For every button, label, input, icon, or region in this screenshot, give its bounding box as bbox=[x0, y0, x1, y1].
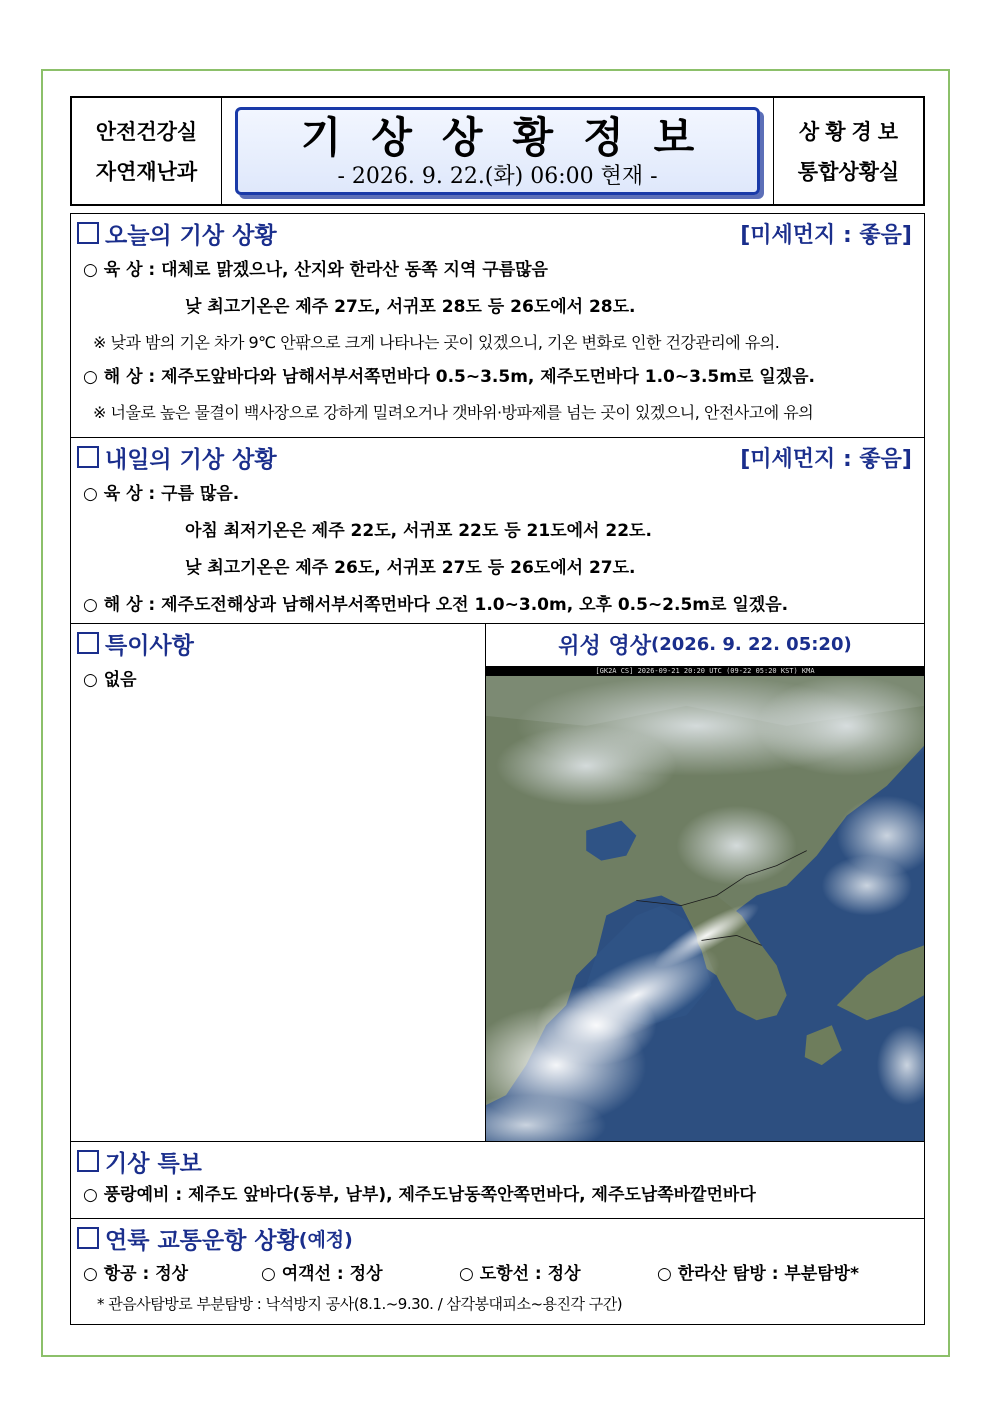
dept-left bbox=[72, 98, 222, 204]
checkbox-icon bbox=[77, 222, 99, 244]
warning-title bbox=[77, 1145, 202, 1178]
report-date: - 2026. 9. 22.(화) 06:00 현재 - bbox=[337, 164, 658, 189]
satellite-panel bbox=[486, 624, 924, 1141]
tomorrow-sea-line: ○ 해 상 : 제주도전해상과 남해서부서쪽먼바다 오전 1.0~3.0m, 오후 0.5~2.5m로 일겠음. bbox=[83, 595, 789, 615]
transport-status-row bbox=[71, 1257, 924, 1291]
satellite-time: (2026. 9. 22. 05:20) bbox=[650, 633, 852, 655]
today-sea-note: ※ 너울로 높은 물결이 백사장으로 강하게 밀려오거나 갯바위·방파제를 넘는 곳이 있겠으니, 안전사고에 유의 bbox=[93, 403, 814, 422]
transport-note: * 관음사탐방로 부분탐방 : 낙석방지 공사(8.1.~9.30. / 삼각봉대피소~용진각 구간) bbox=[97, 1295, 623, 1313]
title-box bbox=[235, 107, 760, 195]
special-panel bbox=[71, 624, 486, 1141]
today-dust: [미세먼지 : 좋음] bbox=[740, 222, 912, 248]
air-status: ○ 항공 : 정상 bbox=[83, 1264, 189, 1284]
today-header bbox=[71, 214, 924, 252]
tomorrow-title bbox=[77, 441, 277, 474]
dept-left-line1: 안전건강실 bbox=[95, 120, 198, 144]
checkbox-icon bbox=[77, 632, 99, 654]
special-header bbox=[71, 624, 485, 662]
satellite-map bbox=[486, 666, 924, 1141]
today-title bbox=[77, 217, 277, 250]
warning-heading: 기상 특보 bbox=[105, 1150, 202, 1177]
header bbox=[70, 96, 925, 206]
today-land-note: ※ 낮과 밤의 기온 차가 9℃ 안팎으로 크게 나타나는 곳이 있겠으니, 기온 변화로 인한 건강관리에 유의. bbox=[93, 333, 780, 352]
today-land-line2: 낮 최고기온은 제주 27도, 서귀포 28도 등 26도에서 28도. bbox=[185, 297, 636, 317]
dept-right bbox=[773, 98, 923, 204]
tomorrow-heading: 내일의 기상 상황 bbox=[105, 446, 277, 473]
today-heading: 오늘의 기상 상황 bbox=[105, 222, 277, 249]
main-table bbox=[70, 213, 925, 1325]
tomorrow-land-line3: 낮 최고기온은 제주 26도, 서귀포 27도 등 26도에서 27도. bbox=[185, 558, 636, 578]
checkbox-icon bbox=[77, 1227, 99, 1249]
transport-title bbox=[77, 1222, 353, 1255]
special-item: ○ 없음 bbox=[83, 670, 137, 690]
tomorrow-land-line1: ○ 육 상 : 구름 많음. bbox=[83, 484, 240, 504]
today-land-line1: ○ 육 상 : 대체로 맑겠으나, 산지와 한라산 동쪽 지역 구름많음 bbox=[83, 260, 548, 280]
tomorrow-dust: [미세먼지 : 좋음] bbox=[740, 446, 912, 472]
checkbox-icon bbox=[77, 1150, 99, 1172]
tomorrow-header bbox=[71, 438, 924, 476]
satellite-heading: 위성 영상 bbox=[558, 633, 651, 659]
today-section bbox=[71, 214, 924, 438]
special-title bbox=[77, 627, 194, 660]
dept-right-line2: 통합상황실 bbox=[797, 160, 900, 184]
tomorrow-land-line2: 아침 최저기온은 제주 22도, 서귀포 22도 등 21도에서 22도. bbox=[185, 521, 652, 541]
tomorrow-section bbox=[71, 438, 924, 624]
checkbox-icon bbox=[77, 446, 99, 468]
title-area bbox=[222, 98, 773, 204]
transport-heading: 연륙 교통운항 상황 bbox=[105, 1227, 299, 1254]
dept-left-line2: 자연재난과 bbox=[95, 160, 198, 184]
warning-section bbox=[71, 1142, 924, 1219]
satellite-caption: [GK2A CS] 2026-09-21 20:20 UTC (09-22 05:20 KST) KMA bbox=[595, 667, 815, 675]
page-title: 기상상황정보 bbox=[300, 113, 725, 162]
dept-right-line1: 상황경보 bbox=[798, 120, 905, 144]
ferry-status: ○ 여객선 : 정상 bbox=[261, 1264, 383, 1284]
transport-section bbox=[71, 1219, 924, 1326]
special-heading: 특이사항 bbox=[105, 632, 194, 659]
warning-header bbox=[71, 1142, 924, 1180]
transport-heading-suffix: (예정) bbox=[298, 1228, 353, 1251]
island-ferry-status: ○ 도항선 : 정상 bbox=[459, 1264, 581, 1284]
today-sea-line: ○ 해 상 : 제주도앞바다와 남해서부서쪽먼바다 0.5~3.5m, 제주도먼바다 1.0~3.5m로 일겠음. bbox=[83, 367, 816, 387]
hallasan-status: ○ 한라산 탐방 : 부분탐방* bbox=[657, 1264, 859, 1284]
satellite-title bbox=[486, 624, 924, 664]
satellite-image bbox=[486, 666, 924, 1141]
warning-item: ○ 풍랑예비 : 제주도 앞바다(동부, 남부), 제주도남동쪽안쪽먼바다, 제주도남쪽바깥먼바다 bbox=[83, 1185, 756, 1205]
special-satellite-section bbox=[71, 624, 924, 1142]
transport-header bbox=[71, 1219, 924, 1257]
